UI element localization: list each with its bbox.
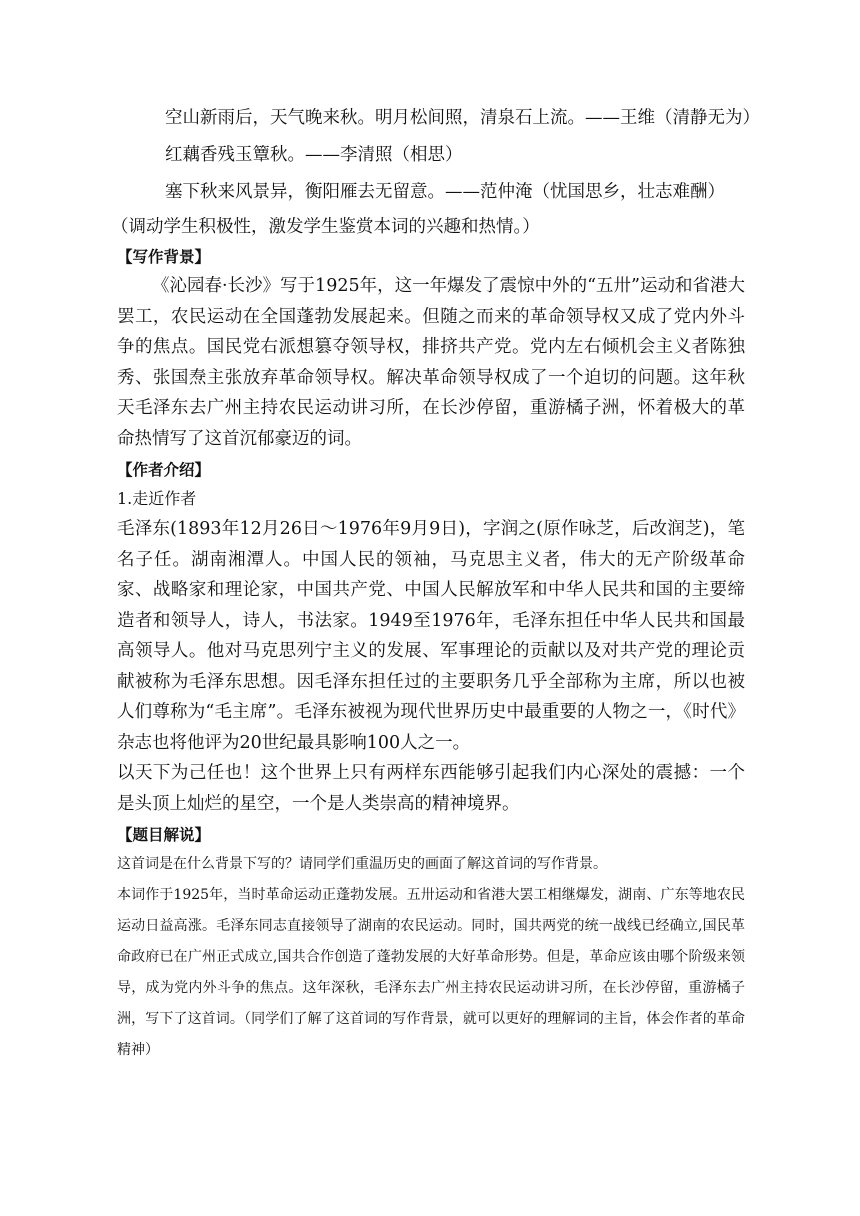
section-heading-author: 【作者介绍】 <box>117 461 211 479</box>
section-heading-background: 【写作背景】 <box>117 248 211 266</box>
teaching-note: （调动学生积极性，激发学生鉴赏本词的兴趣和热情。） <box>111 217 540 237</box>
section-heading-title-explain: 【题目解说】 <box>117 826 211 844</box>
poem-line: 空山新雨后，天气晚来秋。明月松间照，清泉石上流。——王维（清静无为） <box>165 108 760 128</box>
author-quote-paragraph: 以天下为己任也！这个世界上只有两样东西能够引起我们内心深处的震撼：一个是头顶上灿烂的星空，一个是人类崇高的精神境界。 <box>117 763 745 814</box>
poem-line: 塞下秋来风景异，衡阳雁去无留意。——范仲淹（忧国思乡，壮志难酬） <box>165 182 725 202</box>
document-page <box>111 100 760 1066</box>
poem-line: 红藕香残玉簟秋。——李清照（相思） <box>165 145 463 165</box>
author-subheading: 1.走近作者 <box>117 489 197 508</box>
title-explain-paragraph: 本词作于1925年，当时革命运动正蓬勃发展。五卅运动和省港大罢工相继爆发，湖南、广东等地农民运动日益高涨。毛泽东同志直接领导了湖南的农民运动。同时，国共两党的统一战线已经确立,国民革命政府已在广州正式成立,国共合作创造了蓬勃发展的大好革命形势。但是，革命应该由哪个阶级来领导，成为党内外斗争的焦点。这年深秋，毛泽东去广州主持农民运动讲习所，在长沙停留，重游橘子洲，写下了这首词。（同学们了解了这首词的写作背景，就可以更好的理解词的主旨，体会作者的革命精神） <box>117 887 745 1058</box>
author-bio-paragraph: 毛泽东(1893年12月26日～1976年9月9日)，字润之(原作咏芝，后改润芝)，笔名子任。湖南湘潭人。中国人民的领袖，马克思主义者，伟大的无产阶级革命家、战略家和理论家，中国共产党、中国人民解放军和中华人民共和国的主要缔造者和领导人，诗人，书法家。1949至1976年，毛泽东担任中华人民共和国最高领导人。他对马克思列宁主义的发展、军事理论的贡献以及对共产党的理论贡献被称为毛泽东思想。因毛泽东担任过的主要职务几乎全部称为主席，所以也被人们尊称为“毛主席”。毛泽东被视为现代世界历史中最重要的人物之一，《时代》杂志也将他评为20世纪最具影响100人之一。 <box>117 519 745 753</box>
title-explain-question: 这首词是在什么背景下写的？请同学们重温历史的画面了解这首词的写作背景。 <box>117 856 607 872</box>
background-paragraph: 《沁园春·长沙》写于1925年，这一年爆发了震惊中外的“五卅”运动和省港大罢工，农民运动在全国蓬勃发展起来。但随之而来的革命领导权又成了党内外斗争的焦点。国民党右派想篡夺领导权，排挤共产党。党内左右倾机会主义者陈独秀、张国焘主张放弃革命领导权。解决革命领导权成了一个迫切的问题。这年秋天毛泽东去广州主持农民运动讲习所，在长沙停留，重游橘子洲，怀着极大的革命热情写了这首沉郁豪迈的词。 <box>117 276 745 449</box>
